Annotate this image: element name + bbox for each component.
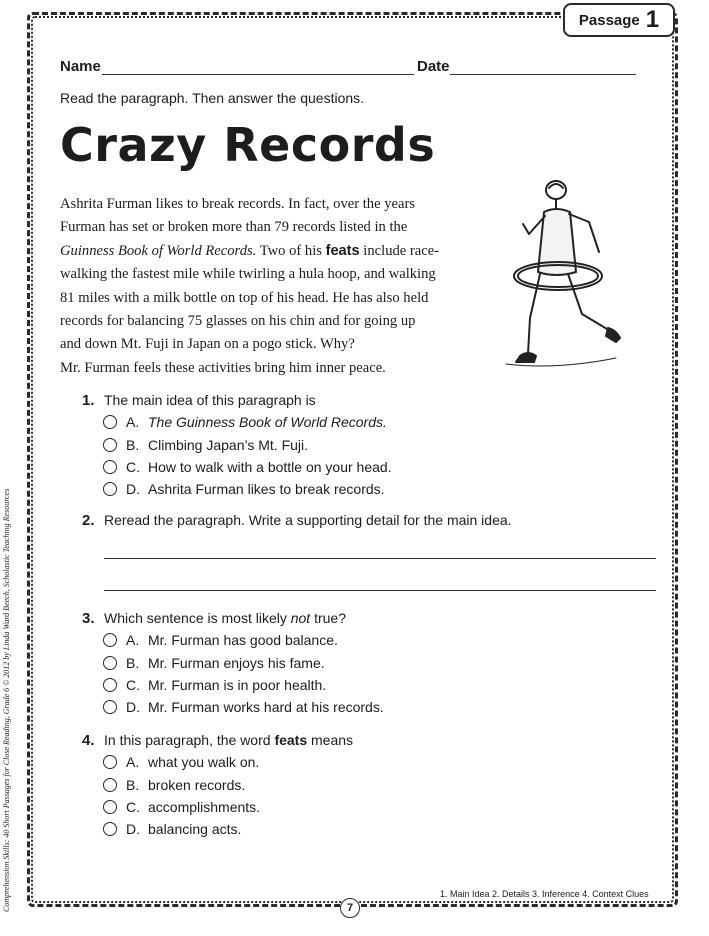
book-title: Guinness Book of World Records. — [60, 242, 257, 259]
name-date-row — [60, 58, 640, 78]
question-text: Reread the paragraph. Write a supporting detail for the main idea. — [104, 512, 512, 528]
answer-option-b[interactable]: B. broken records. — [103, 773, 353, 795]
vocab-word: feats — [325, 242, 360, 259]
radio-bubble-icon[interactable] — [103, 755, 117, 769]
radio-bubble-icon[interactable] — [103, 700, 117, 714]
radio-bubble-icon[interactable] — [103, 822, 117, 836]
answer-option-b[interactable]: B. Mr. Furman enjoys his fame. — [103, 651, 384, 673]
answer-option-d[interactable]: D. balancing acts. — [103, 818, 353, 840]
question-number: 1. — [82, 392, 95, 409]
radio-bubble-icon[interactable] — [103, 633, 117, 647]
question-3 — [82, 610, 384, 719]
question-1 — [82, 392, 392, 501]
page-number: 7 — [340, 898, 360, 918]
answer-option-d[interactable]: D. Ashrita Furman likes to break records. — [103, 478, 392, 500]
question-number: 2. — [82, 512, 95, 529]
radio-bubble-icon[interactable] — [103, 482, 117, 496]
answer-option-c[interactable]: C. Mr. Furman is in poor health. — [103, 674, 384, 696]
paragraph-line: and down Mt. Fuji in Japan on a pogo stick. Why? — [60, 336, 355, 353]
date-label: Date — [417, 58, 450, 75]
radio-bubble-icon[interactable] — [103, 800, 117, 814]
paragraph-line: Mr. Furman feels these activities bring him inner peace. — [60, 359, 386, 376]
passage-label: Passage — [578, 11, 640, 29]
instructions: Read the paragraph. Then answer the questions. — [60, 90, 365, 106]
answer-option-c[interactable]: C. accomplishments. — [103, 796, 353, 818]
answer-option-a[interactable]: A. what you walk on. — [103, 751, 353, 773]
radio-bubble-icon[interactable] — [103, 415, 117, 429]
answer-writing-line[interactable] — [104, 558, 656, 559]
hula-hoop-illustration — [496, 178, 646, 378]
paragraph-line: Ashrita Furman likes to break records. In fact, over the years — [60, 196, 415, 212]
copyright-credit: Comprehension Skills: 40 Short Passages for Close Reading, Grade 6 © 2012 by Linda Ward Beech, Scholastic Teaching Resources — [2, 488, 11, 912]
question-text: In this paragraph, the word feats means — [104, 732, 354, 748]
paragraph-line: Guinness Book of World Records. Two of his feats include race- — [60, 242, 440, 259]
name-field[interactable] — [102, 74, 414, 75]
skills-legend: 1. Main Idea 2. Details 3. Inference 4. Context Clues — [440, 889, 649, 899]
passage-badge — [563, 3, 675, 37]
paragraph-line: records for balancing 75 glasses on his chin and for going up — [60, 313, 416, 330]
question-text: The main idea of this paragraph is — [104, 392, 316, 408]
name-label: Name — [60, 58, 101, 75]
question-number: 4. — [82, 732, 95, 749]
answer-option-d[interactable]: D. Mr. Furman works hard at his records. — [103, 696, 384, 718]
answer-option-a[interactable]: A. The Guinness Book of World Records. — [103, 411, 392, 433]
question-4 — [82, 732, 353, 841]
paragraph-line: Furman has set or broken more than 79 records listed in the — [60, 219, 408, 236]
radio-bubble-icon[interactable] — [103, 778, 117, 792]
radio-bubble-icon[interactable] — [103, 656, 117, 670]
date-field[interactable] — [450, 74, 636, 75]
answer-writing-line[interactable] — [104, 590, 656, 591]
question-text: Which sentence is most likely not true? — [104, 610, 347, 626]
answer-option-c[interactable]: C. How to walk with a bottle on your head. — [103, 456, 392, 478]
radio-bubble-icon[interactable] — [103, 438, 117, 452]
answer-option-a[interactable]: A. Mr. Furman has good balance. — [103, 629, 384, 651]
passage-title: Crazy Records — [60, 118, 436, 172]
question-number: 3. — [82, 610, 95, 627]
paragraph-line: walking the fastest mile while twirling a hula hoop, and walking — [60, 266, 436, 283]
passage-number: 1 — [645, 6, 660, 33]
paragraph-line: 81 miles with a milk bottle on top of his head. He has also held — [60, 289, 429, 306]
reading-paragraph — [60, 193, 480, 380]
radio-bubble-icon[interactable] — [103, 678, 117, 692]
question-2 — [82, 512, 512, 529]
answer-option-b[interactable]: B. Climbing Japan’s Mt. Fuji. — [103, 433, 392, 455]
radio-bubble-icon[interactable] — [103, 460, 117, 474]
